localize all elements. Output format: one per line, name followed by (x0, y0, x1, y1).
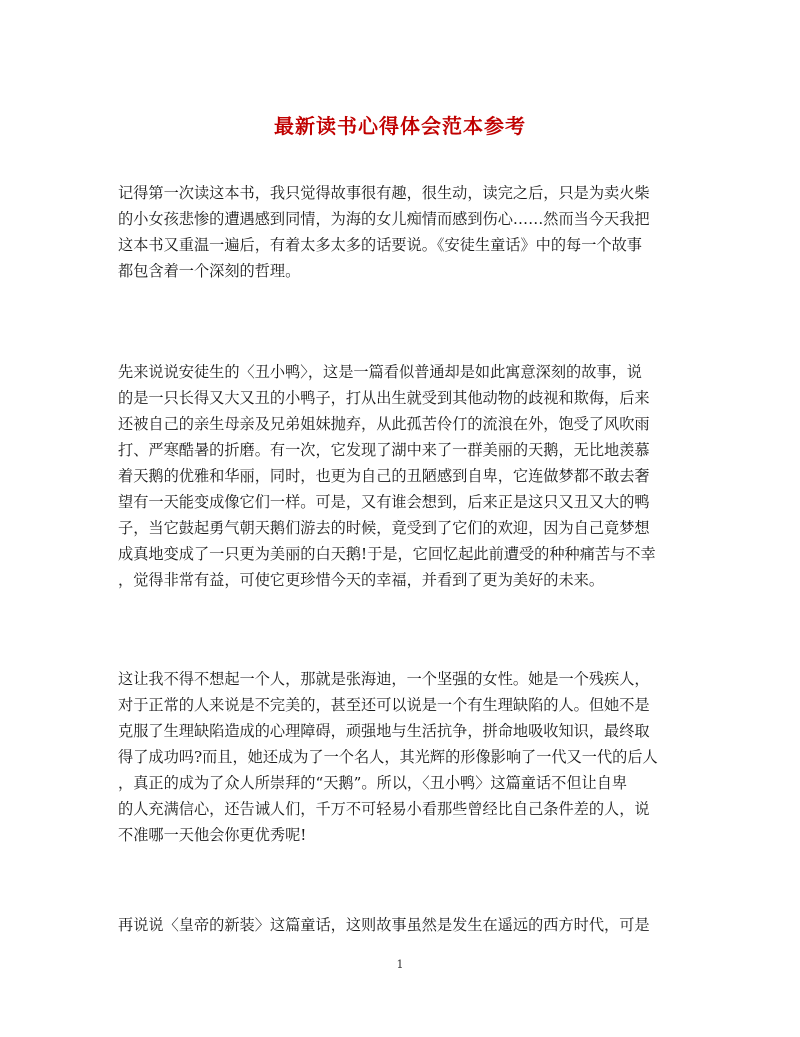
text-line: 的是一只长得又大又丑的小鸭子，打从出生就受到其他动物的歧视和欺侮，后来 (118, 389, 650, 407)
text-line: 得了成功吗?而且，她还成为了一个名人，其光辉的形像影响了一代又一代的后人 (118, 748, 658, 766)
text-line: 望有一天能变成像它们一样。可是，又有谁会想到，后来正是这只又丑又大的鸭 (118, 493, 650, 511)
page-number: 1 (396, 958, 404, 971)
text-line: 都包含着一个深刻的哲理。 (118, 262, 301, 280)
paragraph-2 (118, 359, 678, 593)
paragraph-1 (118, 180, 678, 284)
text-line: 的人充满信心，还告诫人们，千万不可轻易小看那些曾经比自己条件差的人，说 (118, 800, 650, 818)
text-line: 克服了生理缺陷造成的心理障碍，顽强地与生活抗争，拼命地吸收知识，最终取 (118, 722, 650, 740)
text-line: 再说说〈皇帝的新装〉这篇童话，这则故事虽然是发生在遥远的西方时代，可是 (118, 916, 650, 934)
text-line: ，真正的成为了众人所崇拜的“天鹅”。所以，〈丑小鸭〉这篇童话不但让自卑 (118, 774, 628, 792)
paragraph-3 (118, 666, 678, 848)
text-line: 成真地变成了一只更为美丽的白天鹅!于是，它回忆起此前遭受的种种痛苦与不幸 (118, 545, 656, 563)
text-line: 着天鹅的优雅和华丽，同时，也更为自己的丑陋感到自卑，它连做梦都不敢去奢 (118, 467, 650, 485)
document-title: 最新读书心得体会范本参考 (274, 114, 526, 138)
text-line: 记得第一次读这本书，我只觉得故事很有趣，很生动，读完之后，只是为卖火柴 (118, 184, 650, 202)
text-line: 还被自己的亲生母亲及兄弟姐妹抛弃，从此孤苦伶仃的流浪在外，饱受了风吹雨 (118, 415, 650, 433)
text-line: ，觉得非常有益，可使它更珍惜今天的幸福，并看到了更为美好的未来。 (118, 571, 604, 589)
text-line: 的小女孩悲惨的遭遇感到同情，为海的女儿痴情而感到伤心……然而当今天我把 (118, 210, 650, 228)
paragraph-4 (118, 912, 678, 938)
text-line: 这让我不得不想起一个人，那就是张海迪，一个坚强的女性。她是一个残疾人， (118, 670, 650, 688)
text-line: 打、严寒酷暑的折磨。有一次，它发现了湖中来了一群美丽的天鹅，无比地羡慕 (118, 441, 650, 459)
text-line: 先来说说安徒生的〈丑小鸭〉，这是一篇看似普通却是如此寓意深刻的故事，说 (118, 363, 642, 381)
text-line: 子，当它鼓起勇气朝天鹅们游去的时候，竟受到了它们的欢迎，因为自己竟梦想 (118, 519, 650, 537)
text-line: 这本书又重温一遍后，有着太多太多的话要说。《安徒生童话》中的每一个故事 (118, 236, 642, 254)
text-line: 不准哪一天他会你更优秀呢! (118, 826, 307, 844)
text-line: 对于正常的人来说是不完美的，甚至还可以说是一个有生理缺陷的人。但她不是 (118, 696, 650, 714)
